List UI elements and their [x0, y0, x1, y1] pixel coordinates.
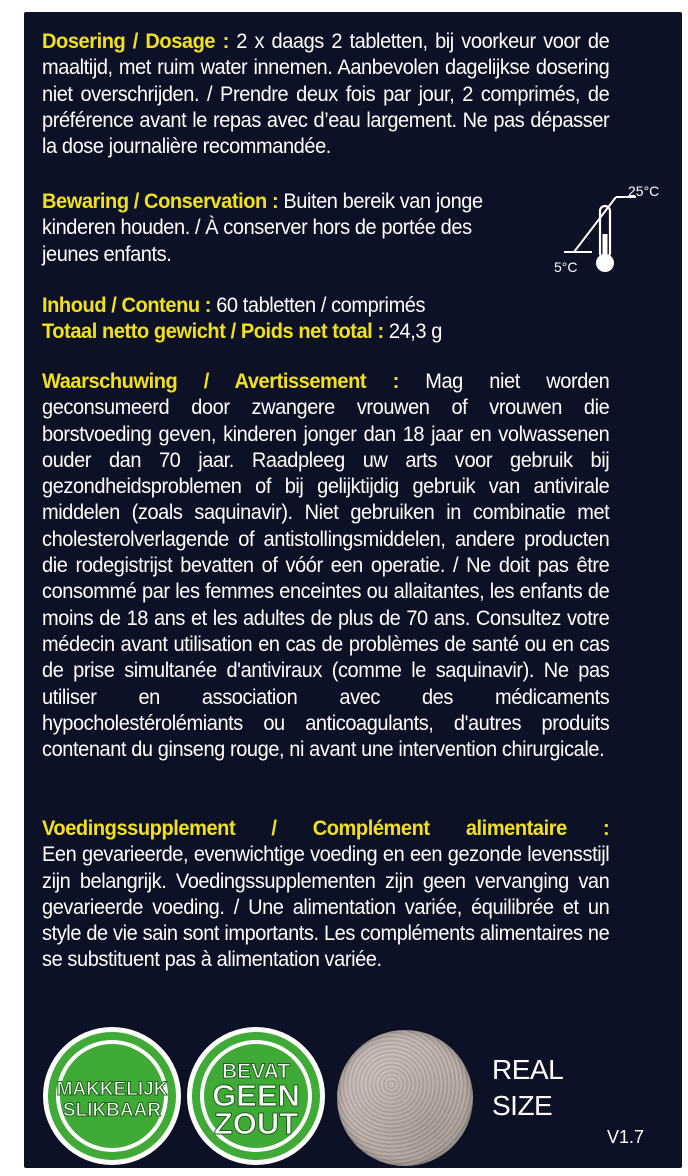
supplement-text: Een gevarieerde, evenwichtige voeding en een gezonde levensstijl zijn belangrijk. Voedingssupplementen zijn geen vervanging van gevarieerde voeding. / Une alimentation variée, équilibrée et un style de vie sain sont importants. Les compléments alimentaires ne se substituent pas à alimentation variée.	[42, 842, 610, 972]
content-text: 60 tabletten / comprimés	[211, 293, 426, 317]
dosage-heading: Dosering / Dosage :	[42, 29, 229, 53]
dosage-section	[42, 28, 609, 159]
warning-text: Mag niet worden geconsumeerd door zwangere vrouwen of vrouwen die borstvoeding geven, kinderen jonger dan 18 jaar en volwassenen ouder dan 70 jaar. Raadpleeg uw arts voor gebruik bij gezondheidsproblemen of bij gelijktijdig gebruik van antivirale middelen (zoals saquinavir). Niet gebruiken in combinatie met cholesterolverlagende of antistollingsmiddelen, andere producten die rodegistrijst bevatten of vóór een operatie. / Ne doit pas être consommé par les femmes enceintes ou allaitantes, les enfants de moins de 18 ans et les adultes de plus de 70 ans. Consultez votre médecin avant utilisation en cas de problèmes de santé ou en cas de prise simultanée d'antiviraux (comme le saquinavir). Ne pas utiliser en association avec des médicaments hypocholestérolémiants ou anticoagulants, d'autres produits contenant du ginseng rouge, ni avant une intervention chirurgicale.	[42, 369, 610, 762]
swallow-line1: MAKKELIJK	[56, 1079, 168, 1100]
supplement-heading-colon: :	[603, 816, 610, 840]
thermometer-icon	[534, 182, 660, 275]
real-size-line2: SIZE	[492, 1090, 553, 1121]
storage-text: Buiten bereik van jonge kinderen houden. / À conserver hors de portée des jeunes enfants.	[42, 189, 483, 266]
salt-line3: ZOUT	[213, 1106, 299, 1141]
supplement-heading-sep: /	[271, 816, 277, 840]
version-label: V1.7	[607, 1127, 645, 1147]
easy-swallow-badge	[42, 1026, 182, 1166]
content-section	[42, 292, 609, 345]
supplement-section	[42, 815, 609, 973]
no-salt-badge	[186, 1026, 326, 1166]
dosage-text: 2 x daags 2 tabletten, bij voorkeur voor de maaltijd, met ruim water innemen. Aanbevolen dagelijkse dosering niet overschrijden. / Prendre deux fois par jour, 2 comprimés, de préférence avant le repas avec d’eau largement. Ne pas dépasser la dose journalière recommandée.	[42, 29, 610, 159]
temp-max-label: 25°C	[628, 183, 660, 199]
supplement-heading-fr2: alimentaire	[465, 816, 567, 840]
salt-line1: BEVAT	[221, 1060, 291, 1083]
salt-line2: GEEN	[212, 1078, 300, 1113]
content-heading: Inhoud / Contenu :	[42, 293, 212, 317]
storage-section	[42, 188, 507, 267]
storage-heading: Bewaring / Conservation :	[42, 189, 279, 213]
tablet-real-size-image	[337, 1030, 473, 1166]
label-panel	[24, 12, 682, 1168]
supplement-heading-fr: Complément	[312, 816, 430, 840]
warning-section	[42, 368, 609, 762]
real-size-label	[492, 1052, 563, 1124]
weight-heading: Totaal netto gewicht / Poids net total :	[42, 319, 384, 344]
swallow-line2: SLIKBAAR	[62, 1100, 162, 1121]
supplement-heading	[42, 815, 609, 841]
temp-min-label: 5°C	[554, 259, 578, 275]
weight-text: 24,3 g	[383, 319, 442, 344]
real-size-line1: REAL	[492, 1054, 564, 1085]
supplement-heading-nl: Voedingssupplement	[42, 816, 236, 840]
warning-heading: Waarschuwing / Avertissement :	[42, 369, 399, 393]
